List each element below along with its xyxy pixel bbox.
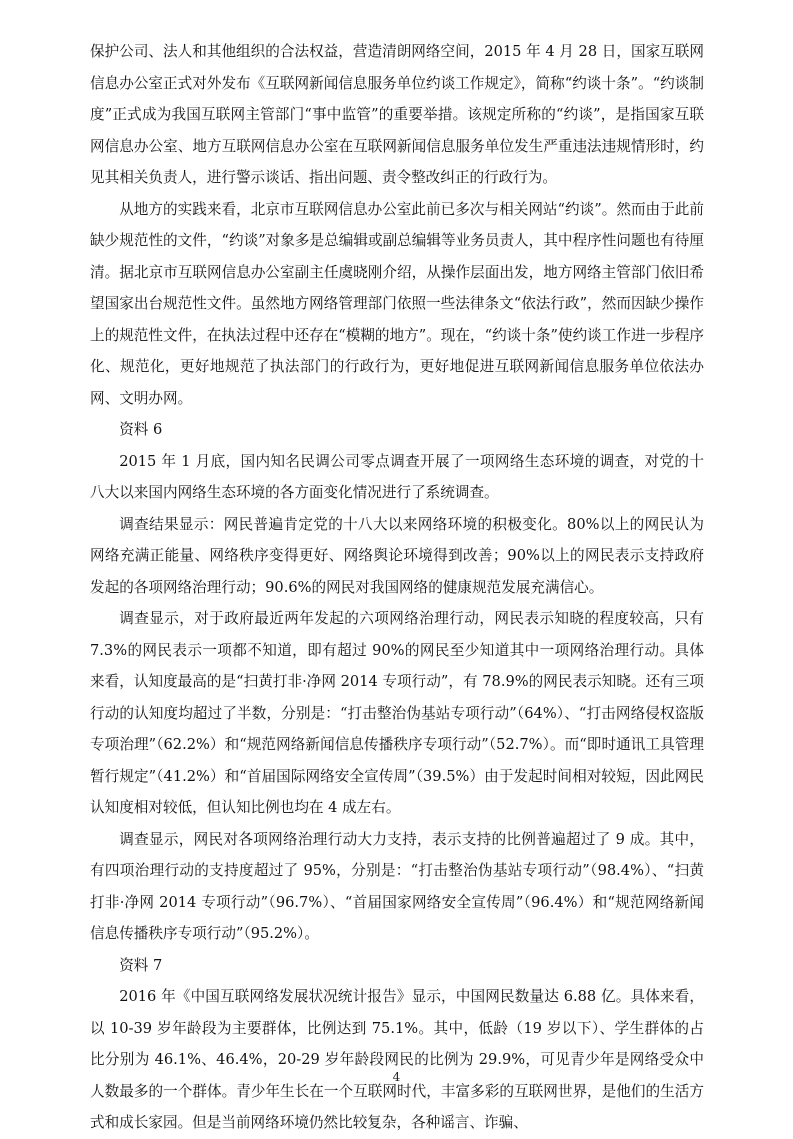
section-heading-material-7: 资料 7 — [119, 956, 163, 974]
paragraph-continuation: 保护公司、法人和其他组织的合法权益，营造清朗网络空间，2015 年 4 月 28 日，国家互联网信息办公室正式对外发布《互联网新闻信息服务单位约谈工作规定》，简称“约谈十条”。“约谈制度”正式成为我国互联网主管部门“事中监管”的重要举措。该规定所称的“约谈”，是指国家互联网信息办公室、地方互联网信息办公室在互联网新闻信息服务单位发生严重违法违规情形时，约见其相关负责人，进行警示谈话、指出问题、责令整改纠正的行政行为。 — [90, 43, 704, 186]
page-number: 4 — [392, 1070, 401, 1084]
paragraph-survey-intro: 2015 年 1 月底，国内知名民调公司零点调查开展了一项网络生态环境的调查，对党的十八大以来国内网络生态环境的各方面变化情况进行了系统调查。 — [90, 452, 704, 501]
section-heading-material-6: 资料 6 — [119, 421, 163, 438]
paragraph-survey-results: 调查结果显示：网民普遍肯定党的十八大以来网络环境的积极变化。80%以上的网民认为网络充满正能量、网络秩序变得更好、网络舆论环境得到改善；90%以上的网民表示支持政府发起的各项网络治理行动；90.6%的网民对我国网络的健康规范发展充满信心。 — [90, 515, 704, 596]
document-body — [90, 36, 704, 1139]
paragraph-local-practice: 从地方的实践来看，北京市互联网信息办公室此前已多次与相关网站“约谈”。然而由于此前缺少规范性的文件，“约谈”对象多是总编辑或副总编辑等业务员责人，其中程序性问题也有待厘清。据北京市互联网信息办公室副主任虞晓刚介绍，从操作层面出发，地方网络主管部门依旧希望国家出台规范性文件。虽然地方网络管理部门依照一些法律条文“依法行政”，然而因缺少操作上的规范性文件，在执法过程中还存在“模糊的地方”。现在，“约谈十条”使约谈工作进一步程序化、规范化，更好地规范了执法部门的行政行为，更好地促进互联网新闻信息服务单位依法办网、文明办网。 — [90, 200, 704, 407]
paragraph-support: 调查显示，网民对各项网络治理行动大力支持，表示支持的比例普遍超过了 9 成。其中，有四项治理行动的支持度超过了 95%，分别是：“打击整治伪基站专项行动”（98.4%）、“扫黄打非·净网 2014 专项行动”（96.7%）、“首届国家网络安全宣传周”（96.4%）和“规范网络新闻信息传播秩序专项行动”（95.2%）。 — [90, 830, 704, 942]
paragraph-cnnic-report: 2016 年《中国互联网络发展状况统计报告》显示，中国网民数量达 6.88 亿。具体来看，以 10-39 岁年龄段为主要群体，比例达到 75.1%。其中，低龄（19 岁以下）、学生群体的占比分别为 46.1%、46.4%，20-29 岁年龄段网民的比例为 29.9%，可见青少年是网络受众中人数最多的一个群体。青少年生长在一个互联网时代，丰富多彩的互联网世界，是他们的生活方式和成长家园。但是当前网络环境仍然比较复杂，各种谣言、诈骗、 — [90, 988, 704, 1131]
paragraph-awareness: 调查显示，对于政府最近两年发起的六项网络治理行动，网民表示知晓的程度较高，只有 7.3%的网民表示一项都不知道，即有超过 90%的网民至少知道其中一项网络治理行动。具体来看，认知度最高的是“扫黄打非·净网 2014 专项行动”，有 78.9%的网民表示知晓。还有三项行动的认知度均超过了半数，分别是：“打击整治伪基站专项行动”（64%）、“打击网络侵权盗版专项治理”（62.2%）和“规范网络新闻信息传播秩序专项行动”（52.7%）。而“即时通讯工具管理暂行规定”（41.2%）和“首届国际网络安全宣传周”（39.5%）由于发起时间相对较短，因此网民认知度相对较低，但认知比例也均在 4 成左右。 — [90, 610, 704, 816]
